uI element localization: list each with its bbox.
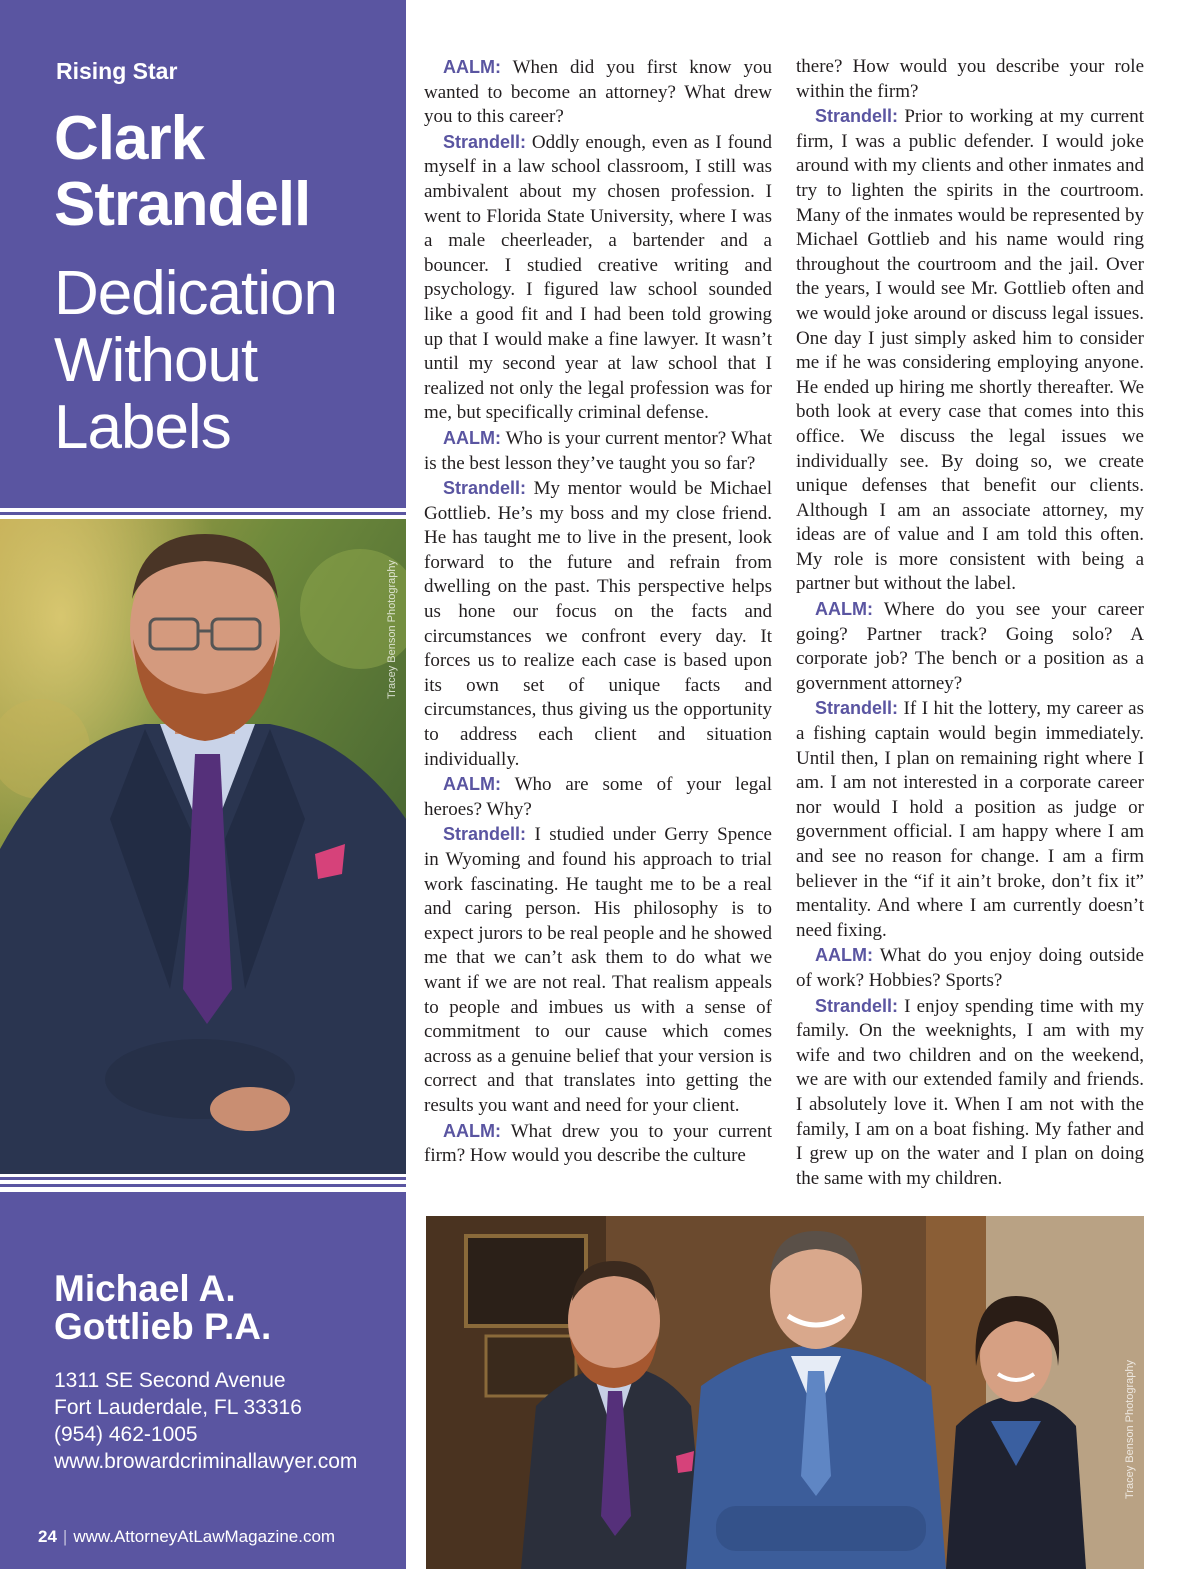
profile-name-line1: Clark bbox=[54, 104, 205, 173]
firm-contact bbox=[54, 1367, 357, 1475]
magazine-website-link[interactable]: www.AttorneyAtLawMagazine.com bbox=[73, 1527, 336, 1546]
interview-question bbox=[424, 426, 772, 476]
footer-separator: | bbox=[62, 1527, 68, 1546]
photo-credit: Tracey Benson Photography bbox=[1124, 1359, 1136, 1499]
speaker-aalm: AALM: bbox=[443, 1120, 501, 1141]
question-text: there? How would you describe your role within the firm? bbox=[796, 56, 1144, 102]
profile-name-line2: Strandell bbox=[54, 170, 311, 239]
profile-name bbox=[54, 106, 310, 238]
speaker-aalm: AALM: bbox=[443, 57, 501, 77]
interview-answer bbox=[796, 696, 1144, 943]
interview-answer bbox=[424, 476, 772, 772]
firm-address-line2: Fort Lauderdale, FL 33316 bbox=[54, 1396, 302, 1419]
speaker-strandell: Strandell: bbox=[815, 995, 899, 1016]
section-label: Rising Star bbox=[56, 58, 178, 84]
answer-text: Oddly enough, even as I found myself in a law school classroom, I still was ambivalent about my chosen profession. I went to Florida State University, where I was a male cheerleader, a bartender and a bouncer. I studied creative writing and psychology. I figured law school sounded like a good fit and I had been told growing up that I would make a fine lawyer. It wasn’t until my second year at law school that I realized not only the legal profession was for me, but specifically criminal defense. bbox=[424, 131, 772, 424]
interview-answer bbox=[424, 822, 772, 1118]
speaker-aalm: AALM: bbox=[815, 599, 873, 620]
speaker-strandell: Strandell: bbox=[443, 478, 527, 499]
divider-stripe bbox=[0, 512, 406, 515]
page-number: 24 bbox=[38, 1527, 57, 1546]
article-column-2 bbox=[796, 55, 1144, 1191]
question-text: Who are some of your legal heroes? Why? bbox=[424, 774, 772, 820]
firm-address-line1: 1311 SE Second Avenue bbox=[54, 1369, 286, 1392]
interview-question bbox=[424, 772, 772, 822]
interview-question bbox=[424, 55, 772, 130]
interview-question-continued bbox=[796, 55, 1144, 104]
speaker-aalm: AALM: bbox=[443, 427, 501, 448]
interview-question bbox=[796, 597, 1144, 696]
speaker-aalm: AALM: bbox=[815, 945, 873, 966]
speaker-aalm: AALM: bbox=[443, 774, 501, 795]
article-headline bbox=[54, 260, 337, 461]
headline-line2: Without bbox=[54, 326, 258, 395]
divider-stripe bbox=[0, 1184, 406, 1187]
answer-text: I enjoy spending time with my family. On the weeknights, I am with my wife and two children and on the weekend, we are with our extended family and friends. I absolutely love it. When I am not with the family, I am on a boat fishing. My father and I grew up on the water and I plan on doing the same with my children. bbox=[796, 995, 1144, 1189]
speaker-strandell: Strandell: bbox=[443, 824, 527, 845]
speaker-strandell: Strandell: bbox=[443, 131, 527, 152]
speaker-strandell: Strandell: bbox=[815, 698, 899, 719]
question-text: Who is your current mentor? What is the best lesson they’ve taught you so far? bbox=[424, 427, 772, 474]
answer-text: I studied under Gerry Spence in Wyoming and found his approach to trial work fascinating. He taught me to be a real and caring person. His philosophy is to expect jurors to be real people and he showed me that we can’t ask them to do what we want if we are not real. That realism appeals to people and imbues us with a sense of commitment to our cause which comes across as a genuine belief that your version is correct and that translates into getting the results you want and need for your client. bbox=[424, 824, 772, 1116]
portrait-photo bbox=[0, 519, 406, 1174]
interview-answer bbox=[424, 130, 772, 426]
divider-stripe bbox=[0, 1177, 406, 1180]
article-column-1 bbox=[424, 55, 772, 1169]
firm-name bbox=[54, 1270, 271, 1346]
question-text: What drew you to your current firm? How would you describe the culture bbox=[424, 1120, 772, 1167]
question-text: When did you first know you wanted to become an attorney? What drew you to this career? bbox=[424, 57, 772, 128]
firm-phone: (954) 462-1005 bbox=[54, 1423, 198, 1446]
interview-question bbox=[424, 1119, 772, 1169]
speaker-strandell: Strandell: bbox=[815, 106, 899, 127]
group-photo bbox=[426, 1216, 1144, 1569]
answer-text: Prior to working at my current firm, I was a public defender. I would joke around with my clients and other inmates and try to lighten the spirits in the courtroom. Many of the inmates would be represented by Michael Gottlieb and his name would ring throughout the courtroom and the jail. Over the years, I would see Mr. Gottlieb often and we would joke around or discuss legal issues. One day I just simply asked him to consider me if he was considering employing anyone. He ended up hiring me shortly thereafter. We both look at every case that comes into this office. We discuss the legal issues we individually see. By doing so, we create unique defenses that benefit our clients. Although I am an associate attorney, my ideas are of value and I am told this often. My role is more consistent with being a partner but without the label. bbox=[796, 106, 1144, 595]
answer-text: My mentor would be Michael Gottlieb. He’s my boss and my close friend. He has taught me to live in the present, look forward to the future and refrain from dwelling on the past. This perspective helps us hone our focus on the facts and circumstances we confront every day. It forces us to realize each case is based upon its own set of unique facts and circumstances, thus giving us the opportunity to address each client and situation individually. bbox=[424, 478, 772, 770]
answer-text: If I hit the lottery, my career as a fishing captain would begin immediately. Until then, I plan on remaining right where I am. I am not interested in a corporate career nor would I hold a position as judge or government official. I am happy where I am and see no reason for change. I am a firm believer in the “if it ain’t broke, don’t fix it” mentality. And where I am currently doesn’t need fixing. bbox=[796, 698, 1144, 941]
headline-line3: Labels bbox=[54, 393, 231, 462]
sidebar-title-block bbox=[0, 0, 406, 508]
photo-credit: Tracey Benson Photography bbox=[386, 559, 398, 699]
question-text: Where do you see your career going? Partner track? Going solo? A corporate job? The bench or a position as a government attorney? bbox=[796, 599, 1144, 694]
interview-question bbox=[796, 943, 1144, 993]
interview-answer bbox=[796, 994, 1144, 1192]
portrait-illustration bbox=[0, 519, 406, 1174]
group-photo-illustration bbox=[426, 1216, 1144, 1569]
question-text: What do you enjoy doing outside of work? Hobbies? Sports? bbox=[796, 945, 1144, 991]
firm-name-line1: Michael A. bbox=[54, 1268, 236, 1309]
interview-answer bbox=[796, 104, 1144, 597]
firm-website-link[interactable]: www.browardcriminallawyer.com bbox=[54, 1450, 358, 1473]
headline-line1: Dedication bbox=[54, 259, 337, 328]
firm-name-line2: Gottlieb P.A. bbox=[54, 1306, 272, 1347]
page-footer bbox=[38, 1527, 335, 1547]
